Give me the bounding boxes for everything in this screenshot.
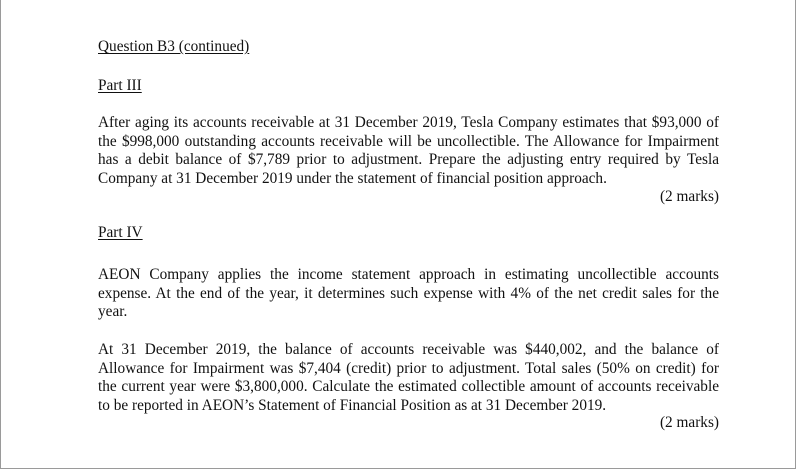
part-iv-marks: (2 marks) — [659, 414, 719, 431]
question-heading: Question B3 (continued) — [98, 38, 250, 55]
part-iii-heading: Part III — [98, 77, 142, 94]
part-iv-paragraph-1: AEON Company applies the income statement approach in estimating uncollectible accounts expense. At the end of the year, it determines such expense with 4% of the net credit sales for the year. — [98, 266, 719, 321]
part-iii-marks: (2 marks) — [659, 188, 719, 205]
part-iv-paragraph-2: At 31 December 2019, the balance of accounts receivable was $440,002, and the balance of Allowance for Impairment was $7,404 (credit) prior to adjustment. Total sales (50% on credit) for the current year were $3,800,000. Calculate the estimated collectible amount of accounts receivable to be reported in AEON’s Statement of Financial Position as at 31 December 2019. — [98, 341, 719, 414]
part-iv-heading: Part IV — [98, 224, 143, 241]
part-iii-paragraph: After aging its accounts receivable at 31 December 2019, Tesla Company estimates that $93,000 of the $998,000 outstanding accounts receivable will be uncollectible. The Allowance for Impairment has a debit balance of $7,789 prior to adjustment. Prepare the adjusting entry required by Tesla Company at 31 December 2019 under the statement of financial position approach. — [98, 114, 719, 187]
